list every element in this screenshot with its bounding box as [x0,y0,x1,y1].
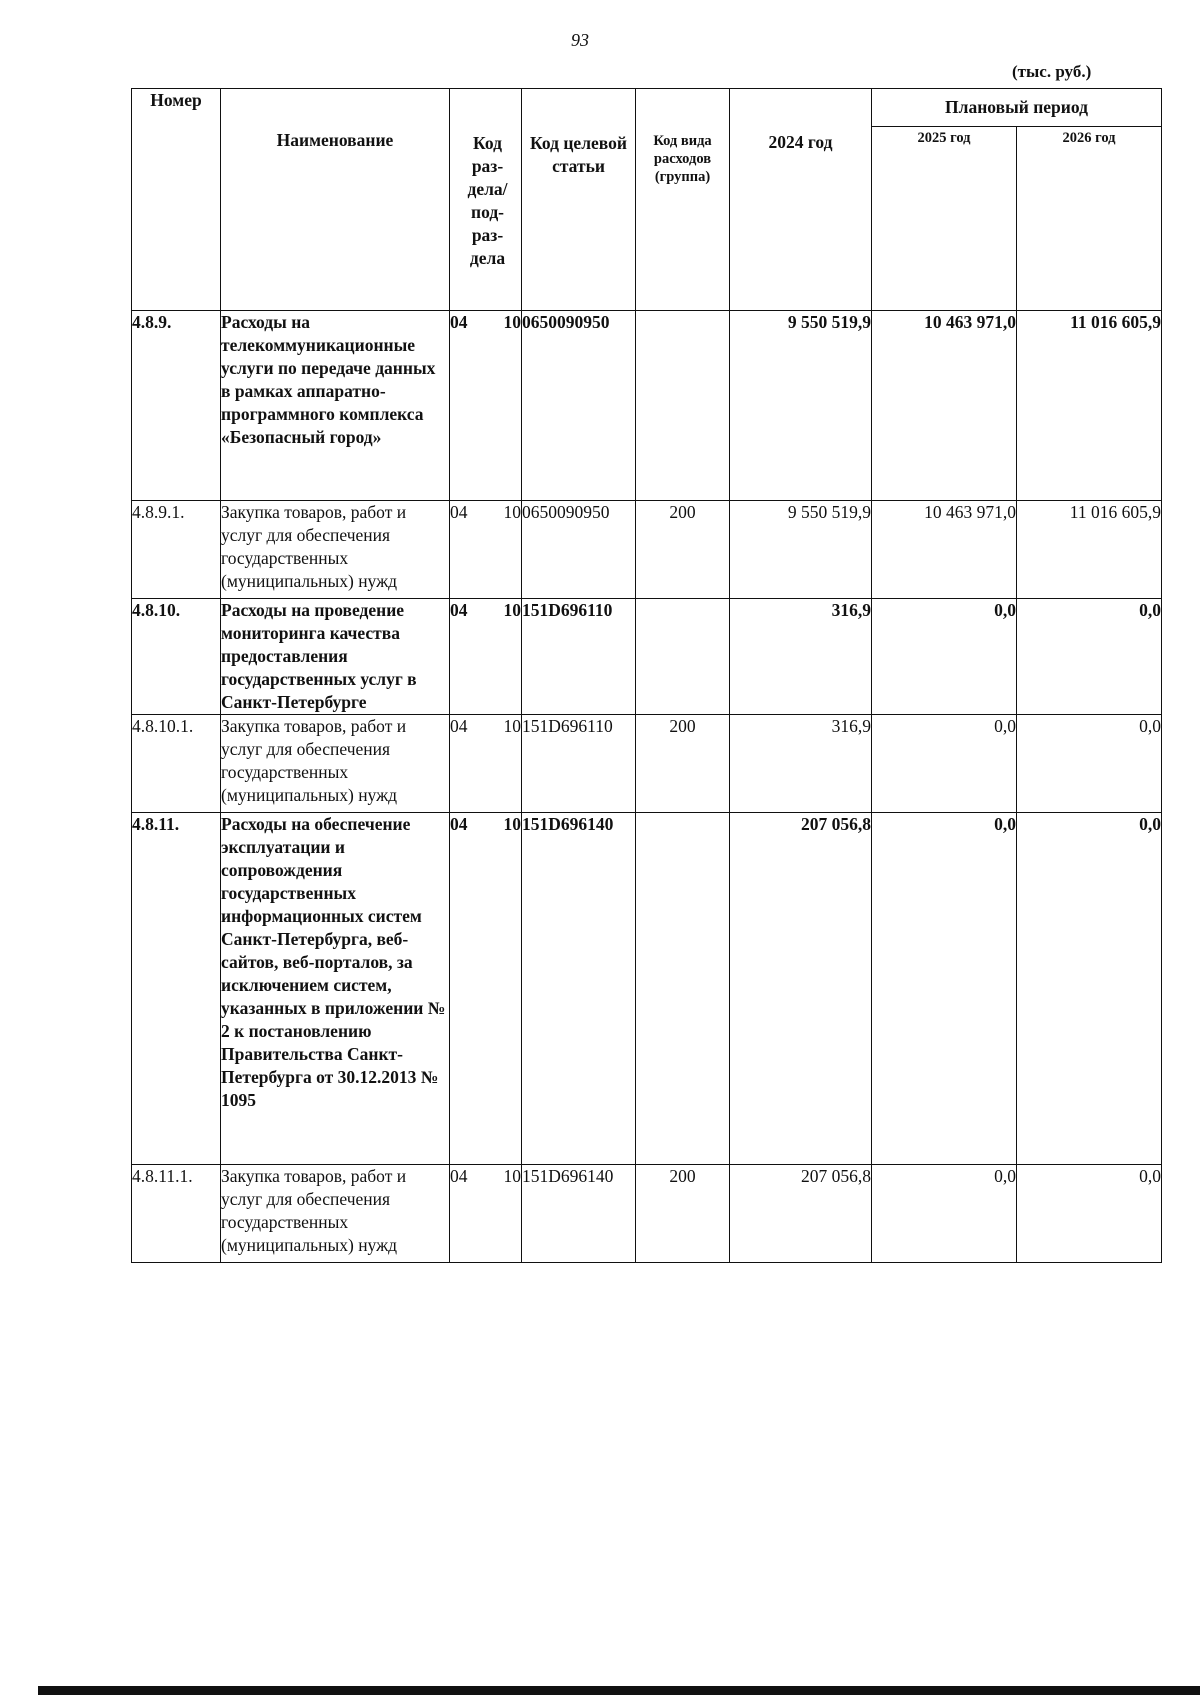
table-row [132,599,1162,715]
subsection-code: 10 [503,814,521,834]
table-row [132,813,1162,1165]
amount-2025: 10 463 971,0 [872,311,1017,501]
header-year-2026: 2026 год [1017,127,1162,311]
header-year-2025: 2025 год [872,127,1017,311]
target-code: 151D696110 [522,599,636,715]
page-bottom-bar [38,1686,1200,1695]
target-code: 151D696110 [522,715,636,813]
section-code: 04 [450,716,468,736]
row-number: 4.8.11.1. [132,1165,221,1263]
header-year-2024: 2024 год [730,89,872,311]
page-number: 93 [571,30,589,50]
row-number: 4.8.9.1. [132,501,221,599]
amount-2025: 0,0 [872,1165,1017,1263]
amount-2024: 9 550 519,9 [730,311,872,501]
amount-2024: 316,9 [730,715,872,813]
amount-2026: 0,0 [1017,599,1162,715]
expense-group [636,311,730,501]
row-name: Расходы на проведение мониторинга качества предоставления государственных услуг в Санкт-Петербурге [221,599,450,715]
section-code: 04 [450,312,468,332]
subsection-code: 10 [503,600,521,620]
row-name: Расходы на обеспечение эксплуатации и сопровождения государственных информационных систем Санкт-Петербурга, веб-сайтов, веб-порталов, за исключением систем, указанных в приложении № 2 к постановлению Правительства Санкт-Петербурга от 30.12.2013 № 1095 [221,813,450,1165]
units-note: (тыс. руб.) [1012,62,1092,81]
row-number: 4.8.11. [132,813,221,1165]
table-row [132,501,1162,599]
table-body [132,311,1162,1263]
amount-2026: 11 016 605,9 [1017,311,1162,501]
expense-group: 200 [636,501,730,599]
section-code: 04 [450,502,468,522]
header-name: Наименование [221,89,450,311]
subsection-code: 10 [503,716,521,736]
subsection-code: 10 [503,502,521,522]
expense-group [636,813,730,1165]
table-row [132,1165,1162,1263]
amount-2026: 0,0 [1017,715,1162,813]
table-row [132,311,1162,501]
subsection-code: 10 [503,1166,521,1186]
amount-2025: 10 463 971,0 [872,501,1017,599]
target-code: 151D696140 [522,813,636,1165]
header-target-code: Код целевой статьи [522,89,636,311]
amount-2025: 0,0 [872,813,1017,1165]
amount-2026: 0,0 [1017,1165,1162,1263]
target-code: 0650090950 [522,311,636,501]
budget-table [131,88,1162,1263]
table-row [132,715,1162,813]
header-number: Номер [132,89,221,311]
amount-2025: 0,0 [872,599,1017,715]
amount-2026: 11 016 605,9 [1017,501,1162,599]
amount-2024: 9 550 519,9 [730,501,872,599]
expense-group [636,599,730,715]
row-name: Закупка товаров, работ и услуг для обеспечения государственных (муниципальных) нужд [221,501,450,599]
subsection-code: 10 [503,312,521,332]
expense-group: 200 [636,715,730,813]
header-plan-period: Плановый период [872,89,1162,127]
row-number: 4.8.9. [132,311,221,501]
amount-2025: 0,0 [872,715,1017,813]
target-code: 151D696140 [522,1165,636,1263]
amount-2024: 316,9 [730,599,872,715]
target-code: 0650090950 [522,501,636,599]
row-name: Закупка товаров, работ и услуг для обеспечения государственных (муниципальных) нужд [221,1165,450,1263]
header-expense-type-code: Код вида расходов (группа) [636,89,730,311]
section-code: 04 [450,600,468,620]
row-number: 4.8.10. [132,599,221,715]
row-name: Расходы на телекоммуникационные услуги по передаче данных в рамках аппаратно-программного комплекса «Безопасный город» [221,311,450,501]
header-section-code: Код раз-дела/ под-раз-дела [450,89,522,311]
row-number: 4.8.10.1. [132,715,221,813]
amount-2026: 0,0 [1017,813,1162,1165]
row-name: Закупка товаров, работ и услуг для обеспечения государственных (муниципальных) нужд [221,715,450,813]
amount-2024: 207 056,8 [730,1165,872,1263]
amount-2024: 207 056,8 [730,813,872,1165]
section-code: 04 [450,814,468,834]
expense-group: 200 [636,1165,730,1263]
section-code: 04 [450,1166,468,1186]
